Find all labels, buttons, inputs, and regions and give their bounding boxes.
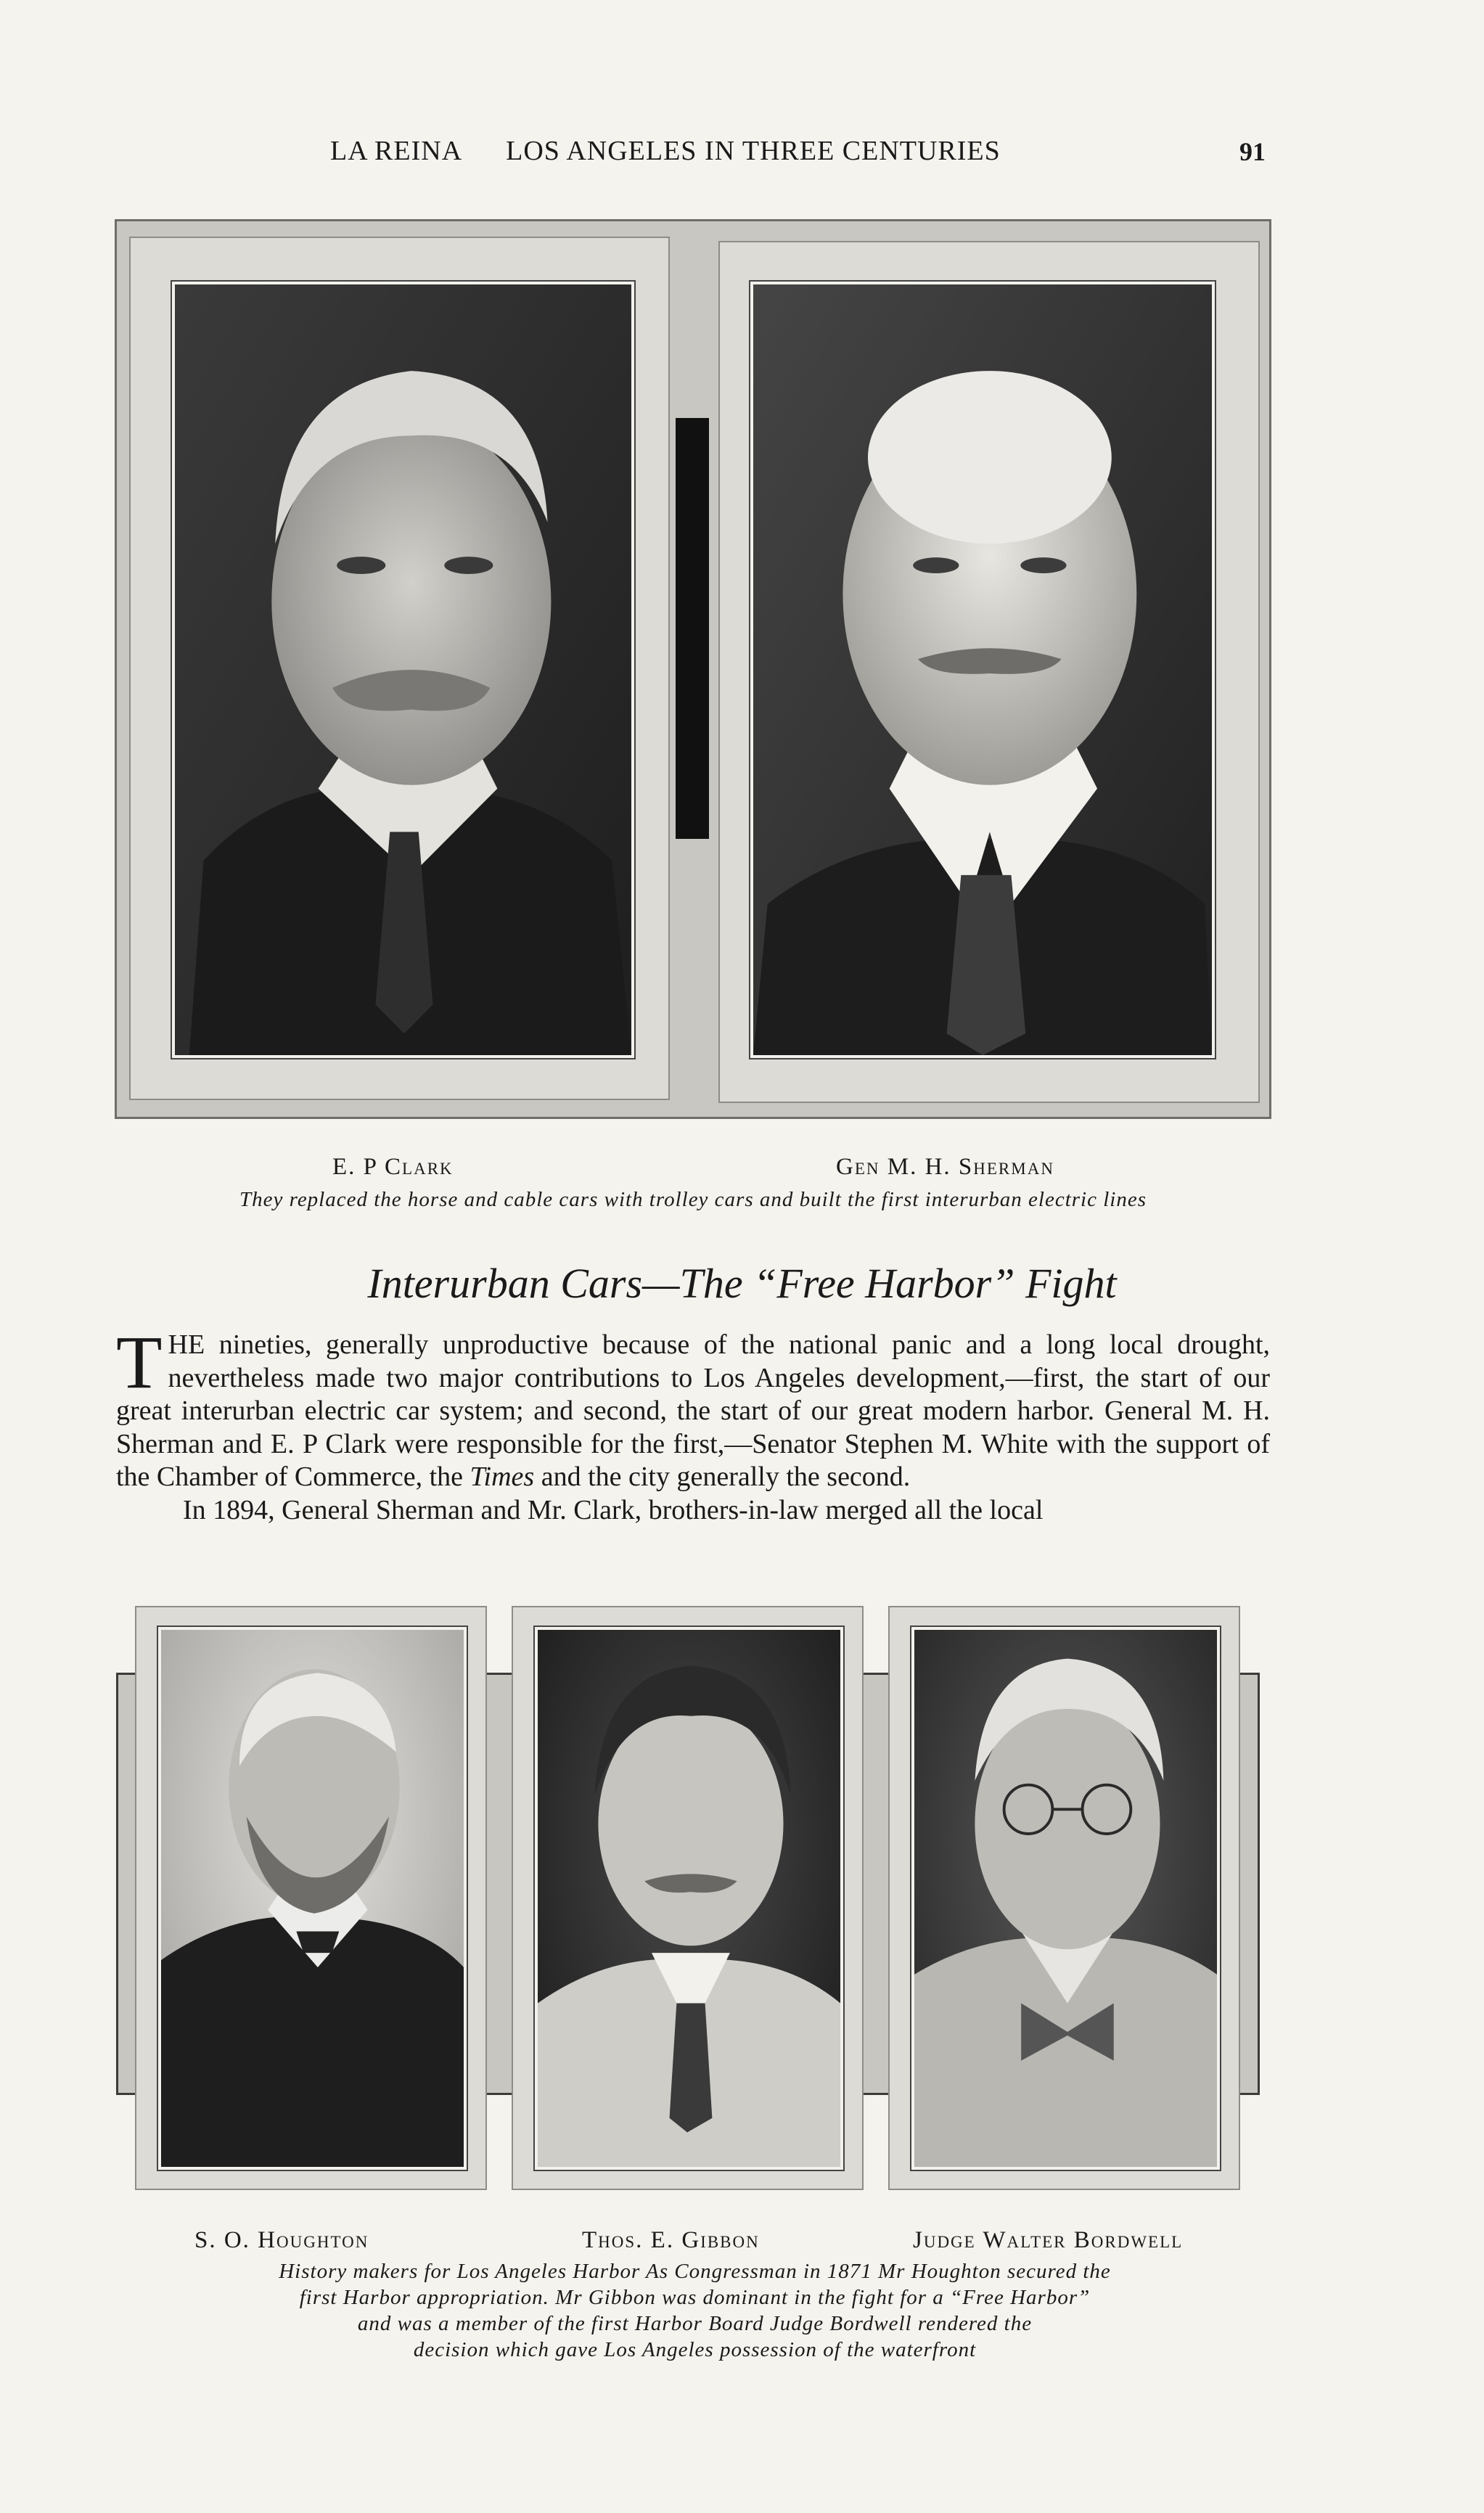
caption-line-1: History makers for Los Angeles Harbor As Congressman in 1871 Mr Houghton secured the <box>279 2260 1111 2283</box>
portrait-houghton-image <box>161 1630 464 2167</box>
article-heading: Interurban Cars—The “Free Harbor” Fight <box>367 1260 1117 1307</box>
portrait-gibbon-image <box>538 1630 840 2167</box>
caption-line-2: first Harbor appropriation. Mr Gibbon was dominant in the fight for a “Free Harbor” <box>299 2286 1091 2309</box>
portrait-sherman-image <box>753 284 1212 1055</box>
page-number: 91 <box>1239 137 1266 166</box>
bottom-photo-caption <box>102 2258 1288 2363</box>
drop-cap: T <box>116 1321 163 1404</box>
running-head-left: LA REINA <box>330 136 463 166</box>
portrait-bordwell-image <box>914 1630 1217 2167</box>
portrait-sherman <box>750 282 1215 1058</box>
caption-name-houghton: S. O. Houghton <box>194 2227 369 2253</box>
portrait-bordwell <box>911 1627 1220 2170</box>
paragraph-1-end: and the city generally the second. <box>534 1462 911 1492</box>
paragraph-1-text: HE nineties, generally unproductive because of the national panic and a long local drought, nevertheless made two major contributions to Los Angeles development,—first, the start of our great interurban electric car system; and second, the start of our great modern harbor. General M. H. Sherman and E. P Clark were responsible for the first,—Senator Stephen M. White with the support of the Chamber of Commerce, the <box>116 1329 1270 1492</box>
caption-name-sherman: Gen M. H. Sherman <box>836 1154 1054 1180</box>
caption-name-gibbon: Thos. E. Gibbon <box>582 2227 760 2253</box>
paragraph-1 <box>116 1321 1270 1494</box>
portrait-clark <box>172 282 634 1058</box>
article-body <box>116 1321 1270 1527</box>
running-head <box>330 135 1001 167</box>
caption-line-4: decision which gave Los Angeles possession of the waterfront <box>413 2338 977 2361</box>
times-newspaper: Times <box>470 1462 535 1492</box>
portrait-gibbon <box>535 1627 843 2170</box>
portrait-clark-image <box>175 284 631 1055</box>
paragraph-2: In 1894, General Sherman and Mr. Clark, brothers-in-law merged all the local <box>183 1494 1044 1525</box>
caption-name-bordwell: Judge Walter Bordwell <box>913 2227 1184 2253</box>
caption-name-clark: E. P Clark <box>332 1154 454 1180</box>
top-photo-caption: They replaced the horse and cable cars with trolley cars and built the first interurban electric lines <box>239 1188 1147 1211</box>
center-divider-bar <box>676 418 709 839</box>
caption-line-3: and was a member of the first Harbor Board Judge Bordwell rendered the <box>357 2312 1033 2335</box>
portrait-houghton <box>158 1627 467 2170</box>
running-head-title: LOS ANGELES IN THREE CENTURIES <box>506 136 1001 166</box>
